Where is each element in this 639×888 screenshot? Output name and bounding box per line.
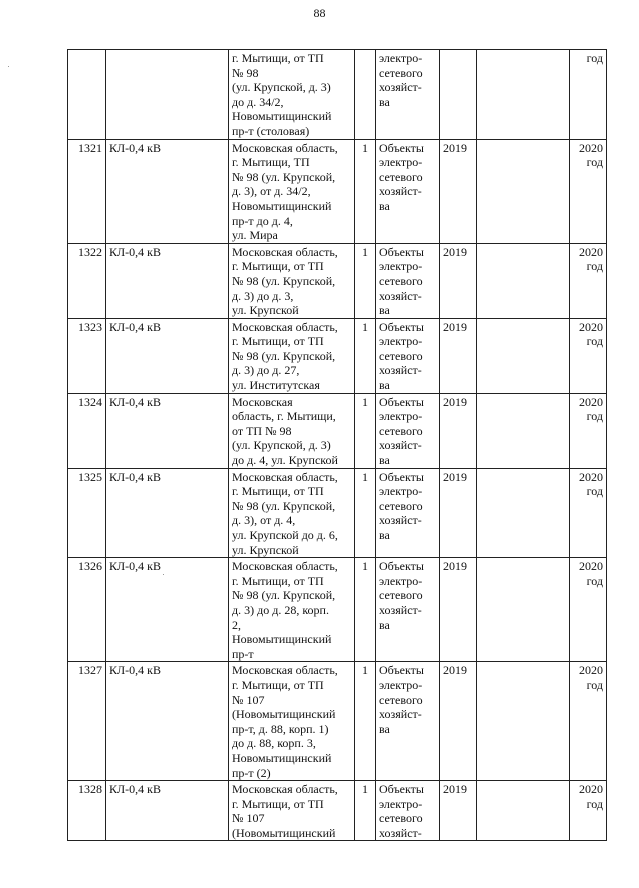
year-end-cell — [570, 50, 607, 140]
object-name-cell — [106, 50, 229, 140]
address-line: пр-т, д. 88, корп. 1) — [232, 721, 329, 736]
category-line: Объекты — [379, 782, 424, 797]
address-cell — [229, 139, 355, 243]
row-number-cell: 1326 — [68, 558, 106, 662]
object-name-cell: КЛ-0,4 кВ — [106, 318, 229, 393]
category-line: хозяйст- — [379, 363, 422, 378]
address-line: до д. 88, корп. 3, — [232, 736, 316, 751]
category-line: ва — [379, 94, 390, 109]
category-line: сетевого — [379, 273, 423, 288]
empty-cell — [477, 781, 570, 841]
category-line: Объекты — [379, 319, 424, 334]
year-end-line: 2020 — [579, 782, 603, 797]
address-line: Московская область, — [232, 244, 338, 259]
category-line: Объекты — [379, 394, 424, 409]
category-cell — [376, 393, 440, 468]
address-line: д. 3) до д. 27, — [232, 363, 300, 378]
registry-table — [67, 49, 607, 841]
object-name-cell: КЛ-0,4 кВ — [106, 468, 229, 558]
year-end-line: год — [586, 573, 603, 588]
category-line: сетевого — [379, 65, 423, 80]
year-end-line: 2020 — [579, 469, 603, 484]
table-row — [68, 139, 607, 243]
category-line: сетевого — [379, 588, 423, 603]
category-line: хозяйст- — [379, 513, 422, 528]
address-line: ул. Крупской — [232, 303, 299, 318]
category-line: электро- — [379, 259, 423, 274]
address-line: г. Мытищи, от ТП — [232, 51, 324, 65]
category-line: сетевого — [379, 498, 423, 513]
address-line: пр-т (столовая) — [232, 123, 310, 138]
table-row — [68, 50, 607, 140]
address-line: № 107 — [232, 692, 265, 707]
category-line: Объекты — [379, 140, 424, 155]
object-name-cell: КЛ-0,4 кВ — [106, 139, 229, 243]
year-end-cell — [570, 243, 607, 318]
category-line: Объекты — [379, 244, 424, 259]
quantity-cell: 1 — [355, 243, 376, 318]
table-row — [68, 468, 607, 558]
address-cell — [229, 558, 355, 662]
category-line: хозяйст- — [379, 707, 422, 722]
address-cell — [229, 468, 355, 558]
year-start-cell: 2019 — [440, 662, 477, 781]
category-line: Объекты — [379, 469, 424, 484]
year-end-cell — [570, 139, 607, 243]
address-line: Новомытищинский — [232, 750, 332, 765]
address-line: д. 3), от д. 4, — [232, 513, 296, 528]
category-line: электро- — [379, 573, 423, 588]
address-line: Московская область, — [232, 469, 338, 484]
category-line: электро- — [379, 51, 423, 65]
year-start-cell: 2019 — [440, 393, 477, 468]
category-line: хозяйст- — [379, 438, 422, 453]
address-line: до д. 34/2, — [232, 94, 284, 109]
table-row — [68, 318, 607, 393]
year-end-cell — [570, 468, 607, 558]
address-line: Московская область, — [232, 140, 338, 155]
year-start-cell: 2019 — [440, 558, 477, 662]
year-end-cell — [570, 558, 607, 662]
category-line: электро- — [379, 409, 423, 424]
year-start-cell: 2019 — [440, 139, 477, 243]
address-line: ул. Крупской до д. 6, — [232, 528, 338, 542]
object-name-cell: КЛ-0,4 кВ — [106, 558, 229, 662]
address-line: Новомытищинский — [232, 198, 332, 213]
address-line: г. Мытищи, от ТП — [232, 677, 324, 692]
category-line: сетевого — [379, 692, 423, 707]
quantity-cell: 1 — [355, 318, 376, 393]
address-line: № 107 — [232, 811, 265, 826]
year-end-cell — [570, 318, 607, 393]
address-line: пр-т (2) — [232, 765, 271, 780]
category-line: ва — [379, 453, 390, 468]
category-line: хозяйст- — [379, 80, 422, 95]
address-line: г. Мытищи, ТП — [232, 155, 310, 170]
category-line: хозяйст- — [379, 288, 422, 303]
address-line: пр-т до д. 4, — [232, 213, 293, 228]
address-line: г. Мытищи, от ТП — [232, 484, 324, 499]
year-end-cell — [570, 662, 607, 781]
category-line: ва — [379, 198, 390, 213]
address-line: № 98 (ул. Крупской, — [232, 588, 336, 603]
table-row — [68, 781, 607, 841]
year-end-cell — [570, 781, 607, 841]
quantity-cell: 1 — [355, 468, 376, 558]
address-cell — [229, 393, 355, 468]
category-line: ва — [379, 528, 390, 542]
address-line: Новомытищинский — [232, 109, 332, 124]
category-cell — [376, 139, 440, 243]
empty-cell — [477, 139, 570, 243]
empty-cell — [477, 468, 570, 558]
year-end-line: 2020 — [579, 140, 603, 155]
category-cell — [376, 558, 440, 662]
category-line: хозяйст- — [379, 184, 422, 199]
year-end-line: год — [586, 409, 603, 424]
object-name-cell: КЛ-0,4 кВ — [106, 662, 229, 781]
address-line: д. 3), от д. 34/2, — [232, 184, 311, 199]
address-cell — [229, 318, 355, 393]
address-line: пр-т — [232, 646, 254, 661]
category-cell — [376, 662, 440, 781]
address-line: от ТП № 98 — [232, 423, 292, 438]
category-line: электро- — [379, 155, 423, 170]
scan-speck — [8, 66, 9, 67]
address-line: д. 3) до д. 3, — [232, 288, 294, 303]
category-line: Объекты — [379, 559, 424, 574]
year-start-cell: 2019 — [440, 243, 477, 318]
year-start-cell: 2019 — [440, 468, 477, 558]
address-line: (ул. Крупской, д. 3) — [232, 80, 331, 95]
category-cell — [376, 318, 440, 393]
address-line: Московская область, — [232, 559, 338, 574]
category-line: электро- — [379, 796, 423, 811]
quantity-cell: 1 — [355, 558, 376, 662]
empty-cell — [477, 318, 570, 393]
category-line: ва — [379, 378, 390, 393]
row-number-cell: 1322 — [68, 243, 106, 318]
row-number-cell: 1321 — [68, 139, 106, 243]
year-end-line: год — [586, 259, 603, 274]
empty-cell — [477, 662, 570, 781]
empty-cell — [477, 243, 570, 318]
address-line: ул. Мира — [232, 228, 278, 243]
quantity-cell: 1 — [355, 393, 376, 468]
address-line: Московская область, — [232, 319, 338, 334]
address-line: № 98 (ул. Крупской, — [232, 273, 336, 288]
table-row — [68, 243, 607, 318]
year-end-line: 2020 — [579, 319, 603, 334]
address-line: (Новомытищинский — [232, 707, 336, 722]
address-line: ул. Институтская — [232, 378, 320, 393]
row-number-cell — [68, 50, 106, 140]
empty-cell — [477, 50, 570, 140]
address-line: 2, — [232, 617, 241, 632]
category-cell — [376, 781, 440, 841]
table-row — [68, 558, 607, 662]
category-cell — [376, 243, 440, 318]
row-number-cell: 1327 — [68, 662, 106, 781]
empty-cell — [477, 558, 570, 662]
address-line: ул. Крупской — [232, 542, 299, 557]
year-end-line: 2020 — [579, 244, 603, 259]
category-cell — [376, 468, 440, 558]
object-name-cell: КЛ-0,4 кВ — [106, 243, 229, 318]
year-end-line: год — [586, 334, 603, 349]
year-end-line: 2020 — [579, 663, 603, 678]
address-line: г. Мытищи, от ТП — [232, 334, 324, 349]
address-line: г. Мытищи, от ТП — [232, 259, 324, 274]
address-line: (Новомытищинский — [232, 825, 336, 840]
address-cell — [229, 50, 355, 140]
category-line: электро- — [379, 484, 423, 499]
year-end-line: год — [586, 677, 603, 692]
row-number-cell: 1324 — [68, 393, 106, 468]
year-start-cell — [440, 50, 477, 140]
address-line: № 98 (ул. Крупской, — [232, 169, 336, 184]
year-end-line: 2020 — [579, 394, 603, 409]
empty-cell — [477, 393, 570, 468]
address-line: г. Мытищи, от ТП — [232, 796, 324, 811]
address-line: Московская область, — [232, 663, 338, 678]
category-line: сетевого — [379, 348, 423, 363]
year-start-cell: 2019 — [440, 781, 477, 841]
object-name-cell: КЛ-0,4 кВ — [106, 781, 229, 841]
object-name-cell: КЛ-0,4 кВ — [106, 393, 229, 468]
address-line: № 98 (ул. Крупской, — [232, 498, 336, 513]
quantity-cell: 1 — [355, 139, 376, 243]
year-end-cell — [570, 393, 607, 468]
address-line: № 98 (ул. Крупской, — [232, 348, 336, 363]
category-cell — [376, 50, 440, 140]
address-line: № 98 — [232, 65, 259, 80]
page-number: 88 — [313, 6, 326, 20]
year-end-line: год — [586, 155, 603, 170]
row-number-cell: 1328 — [68, 781, 106, 841]
category-line: сетевого — [379, 811, 423, 826]
address-line: Новомытищинский — [232, 632, 332, 647]
year-end-line: год — [586, 484, 603, 499]
year-end-line: год — [586, 51, 603, 65]
address-line: до д. 4, ул. Крупской — [232, 453, 338, 468]
category-line: ва — [379, 303, 390, 318]
quantity-cell — [355, 50, 376, 140]
year-end-line: 2020 — [579, 559, 603, 574]
category-line: ва — [379, 721, 390, 736]
category-line: Объекты — [379, 663, 424, 678]
address-line: г. Мытищи, от ТП — [232, 573, 324, 588]
address-line: Московская область, — [232, 782, 338, 797]
category-line: электро- — [379, 677, 423, 692]
address-cell — [229, 243, 355, 318]
address-line: (ул. Крупской, д. 3) — [232, 438, 331, 453]
quantity-cell: 1 — [355, 662, 376, 781]
year-end-line: год — [586, 796, 603, 811]
quantity-cell: 1 — [355, 781, 376, 841]
address-cell — [229, 662, 355, 781]
category-line: ва — [379, 617, 390, 632]
table-row — [68, 393, 607, 468]
category-line: сетевого — [379, 423, 423, 438]
category-line: электро- — [379, 334, 423, 349]
address-cell — [229, 781, 355, 841]
category-line: хозяйст- — [379, 602, 422, 617]
year-start-cell: 2019 — [440, 318, 477, 393]
address-line: область, г. Мытищи, — [232, 409, 336, 424]
row-number-cell: 1323 — [68, 318, 106, 393]
category-line: сетевого — [379, 169, 423, 184]
category-line: хозяйст- — [379, 825, 422, 840]
table-row — [68, 662, 607, 781]
address-line: д. 3) до д. 28, корп. — [232, 602, 329, 617]
row-number-cell: 1325 — [68, 468, 106, 558]
address-line: Московская — [232, 394, 293, 409]
